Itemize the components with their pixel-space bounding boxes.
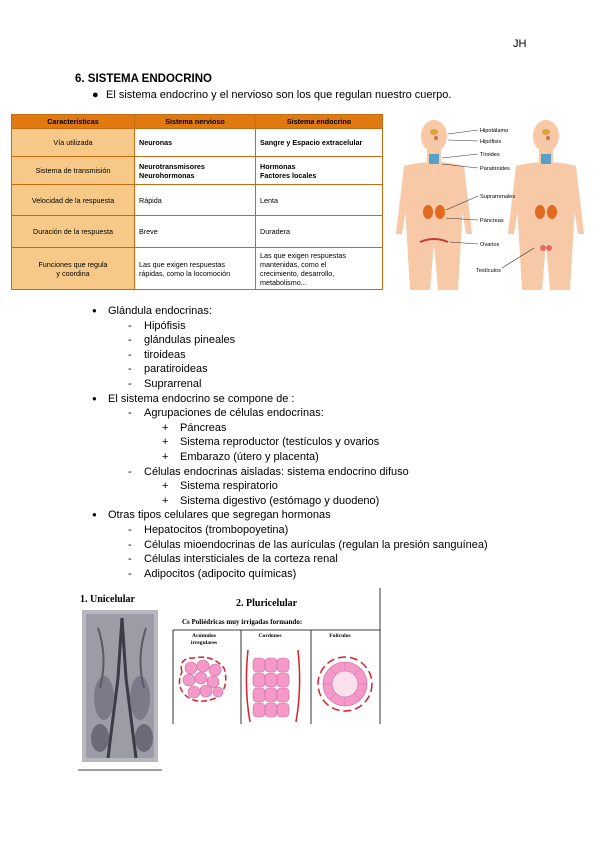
adrenal-mark <box>547 205 557 219</box>
thyroid-mark <box>541 154 551 164</box>
endocrine-anatomy-figure <box>392 114 588 290</box>
list-item: + Sistema respiratorio <box>92 479 488 494</box>
anatomy-label: Paratiroides <box>480 166 510 172</box>
table-cell: Duradera <box>260 227 290 236</box>
acumulos-irregulares-drawing <box>179 657 225 701</box>
pituitary-mark <box>546 136 550 140</box>
list-item: - glándulas pineales <box>92 333 488 348</box>
male-body-silhouette <box>508 120 584 290</box>
list-item: - Células mioendocrinas de las aurículas (regulan la presión sanguínea) <box>92 538 488 553</box>
table-header-cell: Características <box>12 115 135 128</box>
table-cell: Las que exigen respuestas rápidas, como la locomoción <box>135 248 256 289</box>
list-item: - Suprarrenal <box>92 377 488 392</box>
hypothalamus-mark <box>542 129 550 135</box>
table-cell: Lenta <box>260 195 278 205</box>
table-cell: Breve <box>135 216 256 247</box>
section-title: 6. SISTEMA ENDOCRINO <box>75 73 212 85</box>
list-item: - Agrupaciones de células endocrinas: <box>92 406 488 421</box>
anatomy-label: Hipotálamo <box>480 128 509 134</box>
figure-title-pluricelular: 2. Pluricelular <box>236 598 298 609</box>
list-item: + Embarazo (útero y placenta) <box>92 450 488 465</box>
list-item: - Células endocrinas aisladas: sistema endocrino difuso <box>92 465 488 480</box>
figure-label-foliculos: Folículos <box>329 633 351 639</box>
anatomy-label: Tiroides <box>480 152 500 158</box>
list-item: - tiroideas <box>92 348 488 363</box>
figure-title-unicelular: 1. Unicelular <box>80 594 135 605</box>
endocrine-lists <box>92 304 488 581</box>
list-item: ● Glándula endocrinas: <box>92 304 488 319</box>
foliculos-drawing <box>318 657 372 711</box>
table-row <box>12 248 382 289</box>
intro-text: El sistema endocrino y el nervioso son los que regulan nuestro cuerpo. <box>106 89 452 101</box>
list-item: - paratiroideas <box>92 362 488 377</box>
adrenal-mark <box>435 205 445 219</box>
adrenal-mark <box>535 205 545 219</box>
list-item: - Células intersticiales de la corteza renal <box>92 552 488 567</box>
table-header-cell: Sistema endocrino <box>256 115 382 128</box>
anatomy-label: Hipófisis <box>480 139 502 145</box>
adrenal-mark <box>423 205 433 219</box>
hypothalamus-mark <box>430 129 438 135</box>
anatomy-label: Ovarios <box>480 242 500 248</box>
table-cell: Duración de la respuesta <box>12 216 135 247</box>
table-cell: Vía utilizada <box>12 129 135 156</box>
pituitary-mark <box>434 136 438 140</box>
list-item: ● El sistema endocrino se compone de : <box>92 392 488 407</box>
anatomy-label: Páncreas <box>480 218 504 224</box>
table-row <box>12 157 382 185</box>
list-item: + Sistema reproductor (testículos y ovarios <box>92 435 488 450</box>
table-cell: Sangre y Espacio extracelular <box>260 138 363 147</box>
table-cell: Funciones que regula y coordina <box>12 248 135 289</box>
gland-types-drawing <box>78 588 383 773</box>
list-item: - Hipófisis <box>92 319 488 334</box>
list-item: - Adipocitos (adipocito químicas) <box>92 567 488 582</box>
list-item: + Páncreas <box>92 421 488 436</box>
bullet-icon: ● <box>92 89 99 101</box>
intro-bullet <box>92 89 451 101</box>
testes-mark <box>546 245 552 251</box>
gland-types-figure <box>78 588 383 773</box>
author-initials: JH <box>513 38 527 50</box>
table-cell: Rápida <box>135 185 256 215</box>
table-cell: Neuronas <box>135 129 256 156</box>
anatomy-label: Testículos <box>476 268 501 274</box>
unicellular-micrograph <box>82 610 158 762</box>
anatomy-label: Suprarrenales <box>480 194 516 200</box>
cordones-drawing <box>246 650 299 722</box>
figure-label-acumulos: Acúmulos irregulares <box>190 633 218 646</box>
figure-subtitle: Cs Poliédricas muy irrigadas formando: <box>182 618 303 626</box>
table-cell: Neurotransmisores Neurohormonas <box>135 157 256 184</box>
table-row <box>12 185 382 216</box>
table-header-row <box>12 115 382 129</box>
thyroid-mark <box>429 154 439 164</box>
testes-mark <box>540 245 546 251</box>
figure-label-cordones: Cordones <box>258 633 282 639</box>
comparison-table <box>11 114 383 290</box>
list-item: ● Otras tipos celulares que segregan hormonas <box>92 508 488 523</box>
list-item: + Sistema digestivo (estómago y duodeno) <box>92 494 488 509</box>
table-header-cell: Sistema nervioso <box>135 115 256 128</box>
table-row <box>12 216 382 248</box>
table-cell: Velocidad de la respuesta <box>12 185 135 215</box>
table-cell: Sistema de transmisión <box>12 157 135 184</box>
table-row <box>12 129 382 157</box>
female-body-silhouette <box>396 120 472 290</box>
table-cell: Las que exigen respuestas mantenidas, como el crecimiento, desarrollo, metabolismo... <box>260 250 346 287</box>
table-cell: Hormonas Factores locales <box>260 161 317 180</box>
list-item: - Hepatocitos (trombopoyetina) <box>92 523 488 538</box>
